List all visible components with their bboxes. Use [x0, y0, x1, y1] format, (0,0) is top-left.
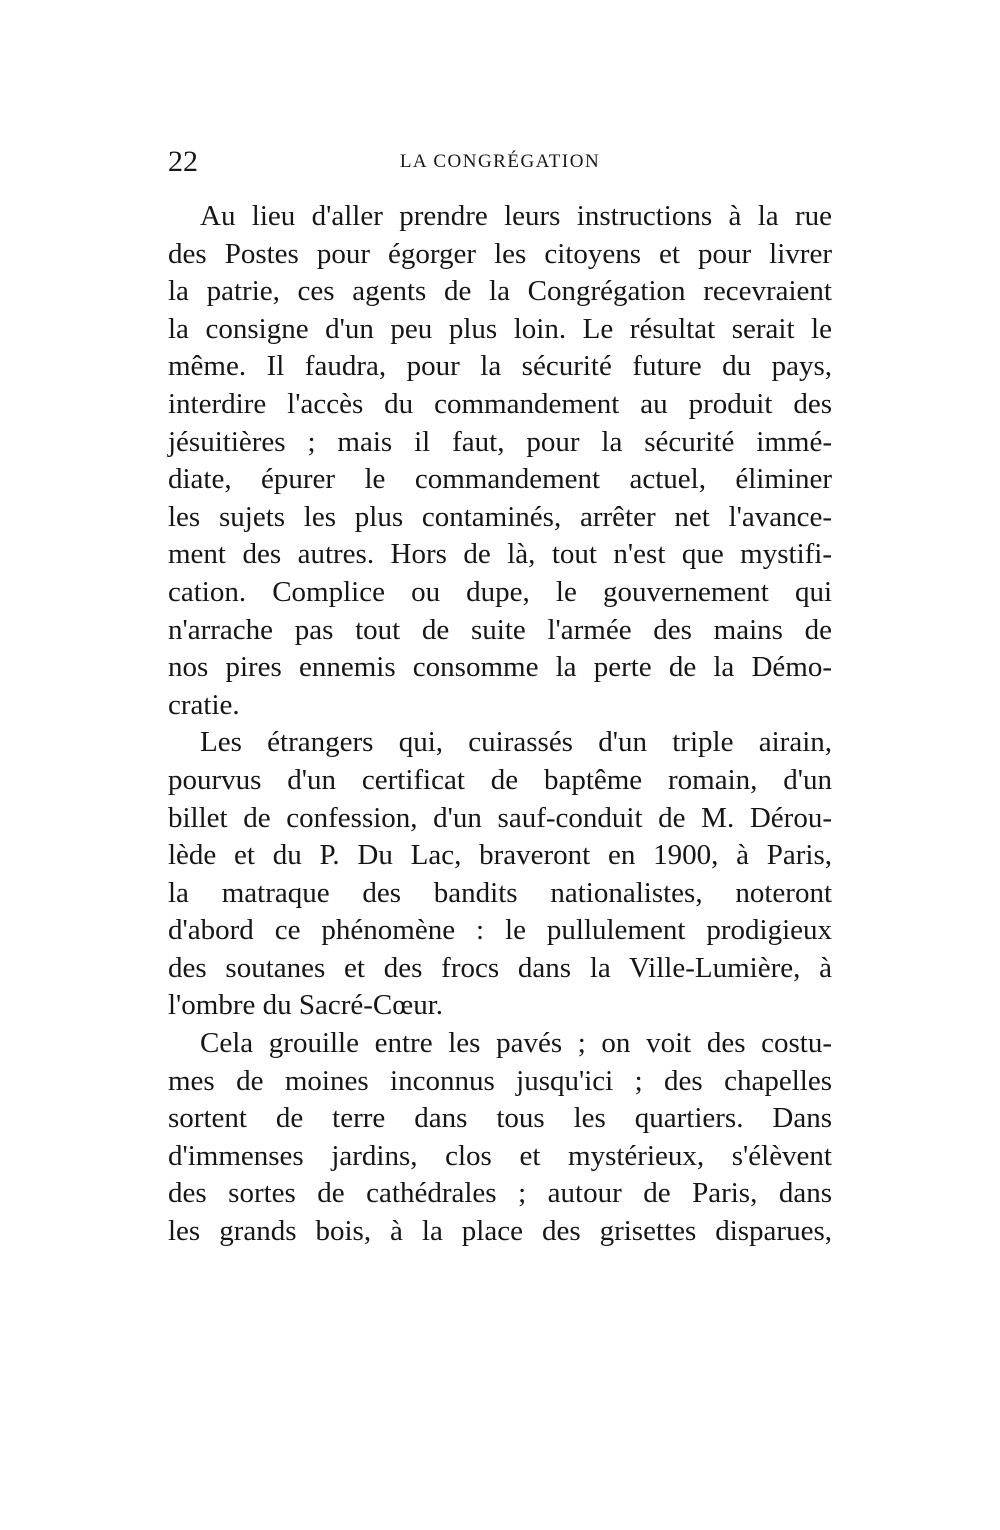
paragraph-2: [168, 724, 832, 1025]
text-line: diate, épurer le commandement actuel, éliminer: [168, 463, 832, 496]
text-line: jésuitières ; mais il faut, pour la sécurité immé-: [168, 425, 832, 458]
text-line: les grands bois, à la place des grisettes disparues,: [168, 1215, 832, 1248]
text-line: l'ombre du Sacré-Cœur.: [168, 989, 444, 1022]
text-line: cratie.: [168, 688, 240, 721]
text-line: Au lieu d'aller prendre leurs instructions à la rue: [200, 200, 832, 232]
text-line: d'immenses jardins, clos et mystérieux, s'élèvent: [168, 1139, 832, 1172]
text-line: ment des autres. Hors de là, tout n'est que mystifi-: [168, 538, 832, 571]
body-text: [168, 198, 832, 1251]
text-line: la patrie, ces agents de la Congrégation recevraient: [168, 275, 832, 308]
text-line: la matraque des bandits nationalistes, noteront: [168, 876, 832, 909]
text-line: billet de confession, d'un sauf-conduit de M. Dérou-: [168, 801, 832, 834]
text-line: pourvus d'un certificat de baptême romain, d'un: [168, 763, 832, 796]
text-line: interdire l'accès du commandement au produit des: [168, 387, 832, 420]
paragraph-3: [168, 1025, 832, 1251]
page-header: [168, 142, 832, 182]
text-line: des Postes pour égorger les citoyens et pour livrer: [168, 237, 832, 270]
text-line: des sortes de cathédrales ; autour de Paris, dans: [168, 1177, 832, 1210]
running-title: LA CONGRÉGATION: [399, 151, 601, 172]
text-line: lède et du P. Du Lac, braveront en 1900, à Paris,: [168, 839, 832, 872]
text-line: nos pires ennemis consomme la perte de la Démo-: [168, 651, 832, 684]
text-line: sortent de terre dans tous les quartiers. Dans: [168, 1102, 832, 1135]
text-line: n'arrache pas tout de suite l'armée des mains de: [168, 613, 832, 646]
text-line: même. Il faudra, pour la sécurité future du pays,: [168, 350, 832, 383]
page-number: 22: [168, 145, 198, 178]
text-line: la consigne d'un peu plus loin. Le résultat serait le: [168, 312, 832, 345]
paragraph-1: [168, 198, 832, 724]
text-line: Les étrangers qui, cuirassés d'un triple airain,: [200, 726, 832, 759]
text-line: les sujets les plus contaminés, arrêter net l'avance-: [168, 500, 832, 533]
text-line: mes de moines inconnus jusqu'ici ; des chapelles: [168, 1064, 832, 1097]
text-line: d'abord ce phénomène : le pullulement prodigieux: [168, 914, 832, 947]
text-line: des soutanes et des frocs dans la Ville-Lumière, à: [168, 951, 832, 984]
text-line: cation. Complice ou dupe, le gouvernement qui: [168, 575, 832, 608]
text-line: Cela grouille entre les pavés ; on voit des costu-: [200, 1027, 832, 1060]
